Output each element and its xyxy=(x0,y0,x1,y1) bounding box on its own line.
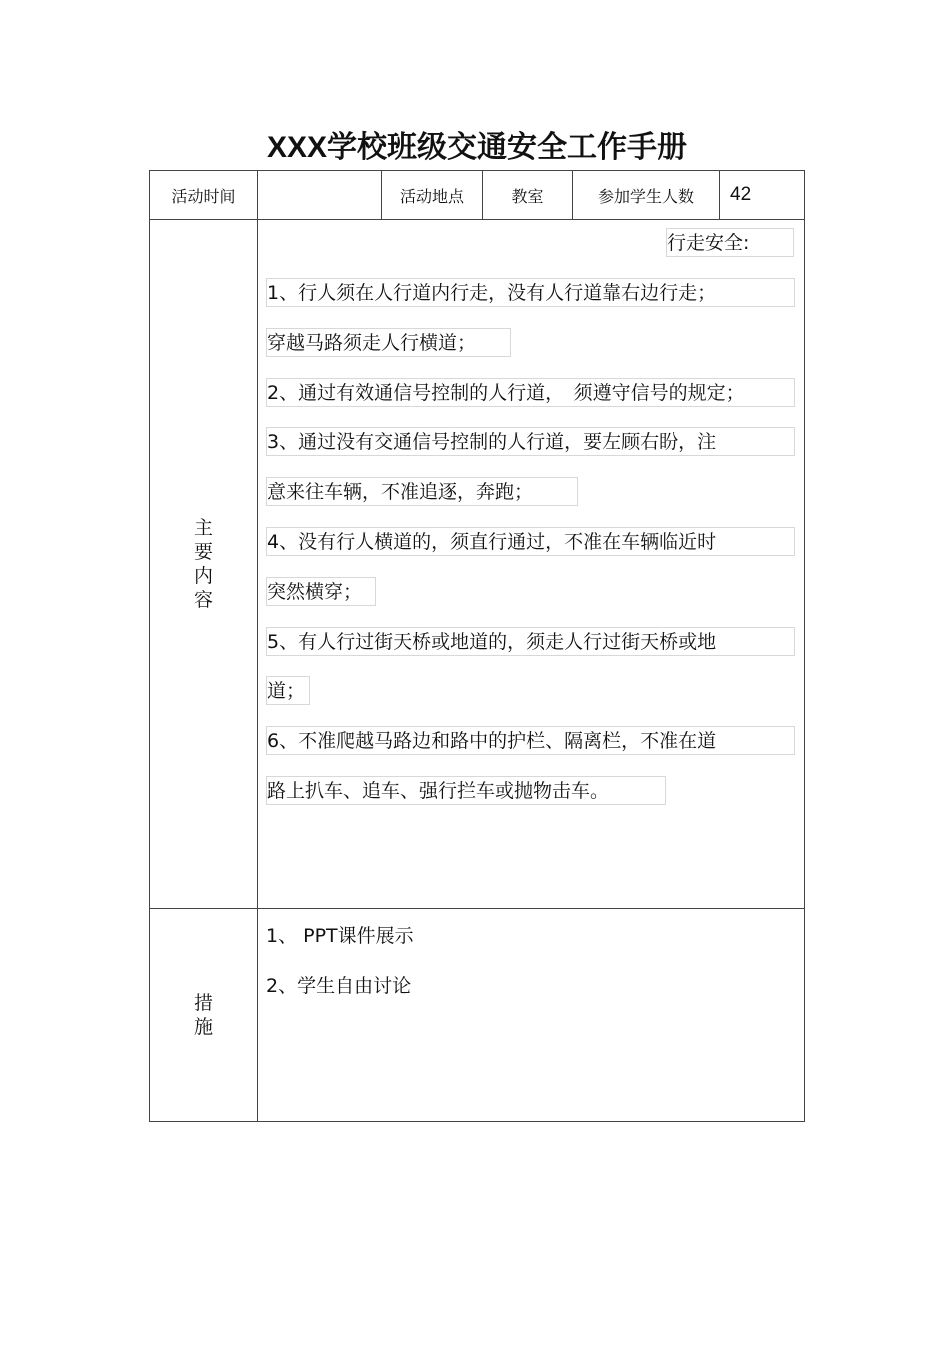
activity-place-value: 教室 xyxy=(483,171,573,220)
content-line-11: 路上扒车、追车、强行拦车或抛物击车。 xyxy=(266,776,666,805)
content-line-4: 3、通过没有交通信号控制的人行道，要左顾右盼，注 xyxy=(266,427,795,456)
content-line-2: 穿越马路须走人行横道； xyxy=(266,328,511,357)
measures-label-cell xyxy=(150,909,258,1122)
content-line-7: 突然横穿； xyxy=(266,577,376,606)
main-content-label-cell xyxy=(150,220,258,909)
measures-label: 措施 xyxy=(193,992,213,1038)
content-line-9: 道； xyxy=(266,676,310,705)
header-row xyxy=(150,171,805,220)
main-content-cell xyxy=(258,220,805,909)
content-line-6: 4、没有行人横道的，须直行通过，不准在车辆临近时 xyxy=(266,527,795,556)
measures-row xyxy=(150,909,805,1122)
content-line-1: 1、行人须在人行道内行走，没有人行道靠右边行走； xyxy=(266,278,795,307)
page-title xyxy=(150,126,804,170)
activity-time-value xyxy=(258,171,382,220)
content-line-10: 6、不准爬越马路边和路中的护栏、隔离栏，不准在道 xyxy=(266,726,795,755)
title-prefix: XXX xyxy=(266,131,328,164)
main-content-row xyxy=(150,220,805,909)
main-content-label: 主要内容 xyxy=(193,517,213,611)
content-line-3: 2、通过有效通信号控制的人行道， 须遵守信号的规定； xyxy=(266,378,795,407)
content-line-5: 意来往车辆，不准追逐，奔跑； xyxy=(266,477,578,506)
content-lines xyxy=(258,220,804,826)
measures-cell xyxy=(258,909,805,1122)
measures-list xyxy=(258,909,804,1022)
activity-form-table xyxy=(149,170,805,1122)
activity-time-label: 活动时间 xyxy=(150,171,258,220)
student-count-value: 42 xyxy=(720,171,805,220)
content-heading: 行走安全: xyxy=(666,228,794,257)
title-text: 学校班级交通安全工作手册 xyxy=(327,130,688,165)
activity-place-label: 活动地点 xyxy=(382,171,483,220)
measure-item-1: 1、 PPT课件展示 xyxy=(266,925,414,947)
measure-item-2: 2、学生自由讨论 xyxy=(266,975,412,997)
content-line-8: 5、有人行过街天桥或地道的，须走人行过街天桥或地 xyxy=(266,627,795,656)
student-count-label: 参加学生人数 xyxy=(573,171,720,220)
